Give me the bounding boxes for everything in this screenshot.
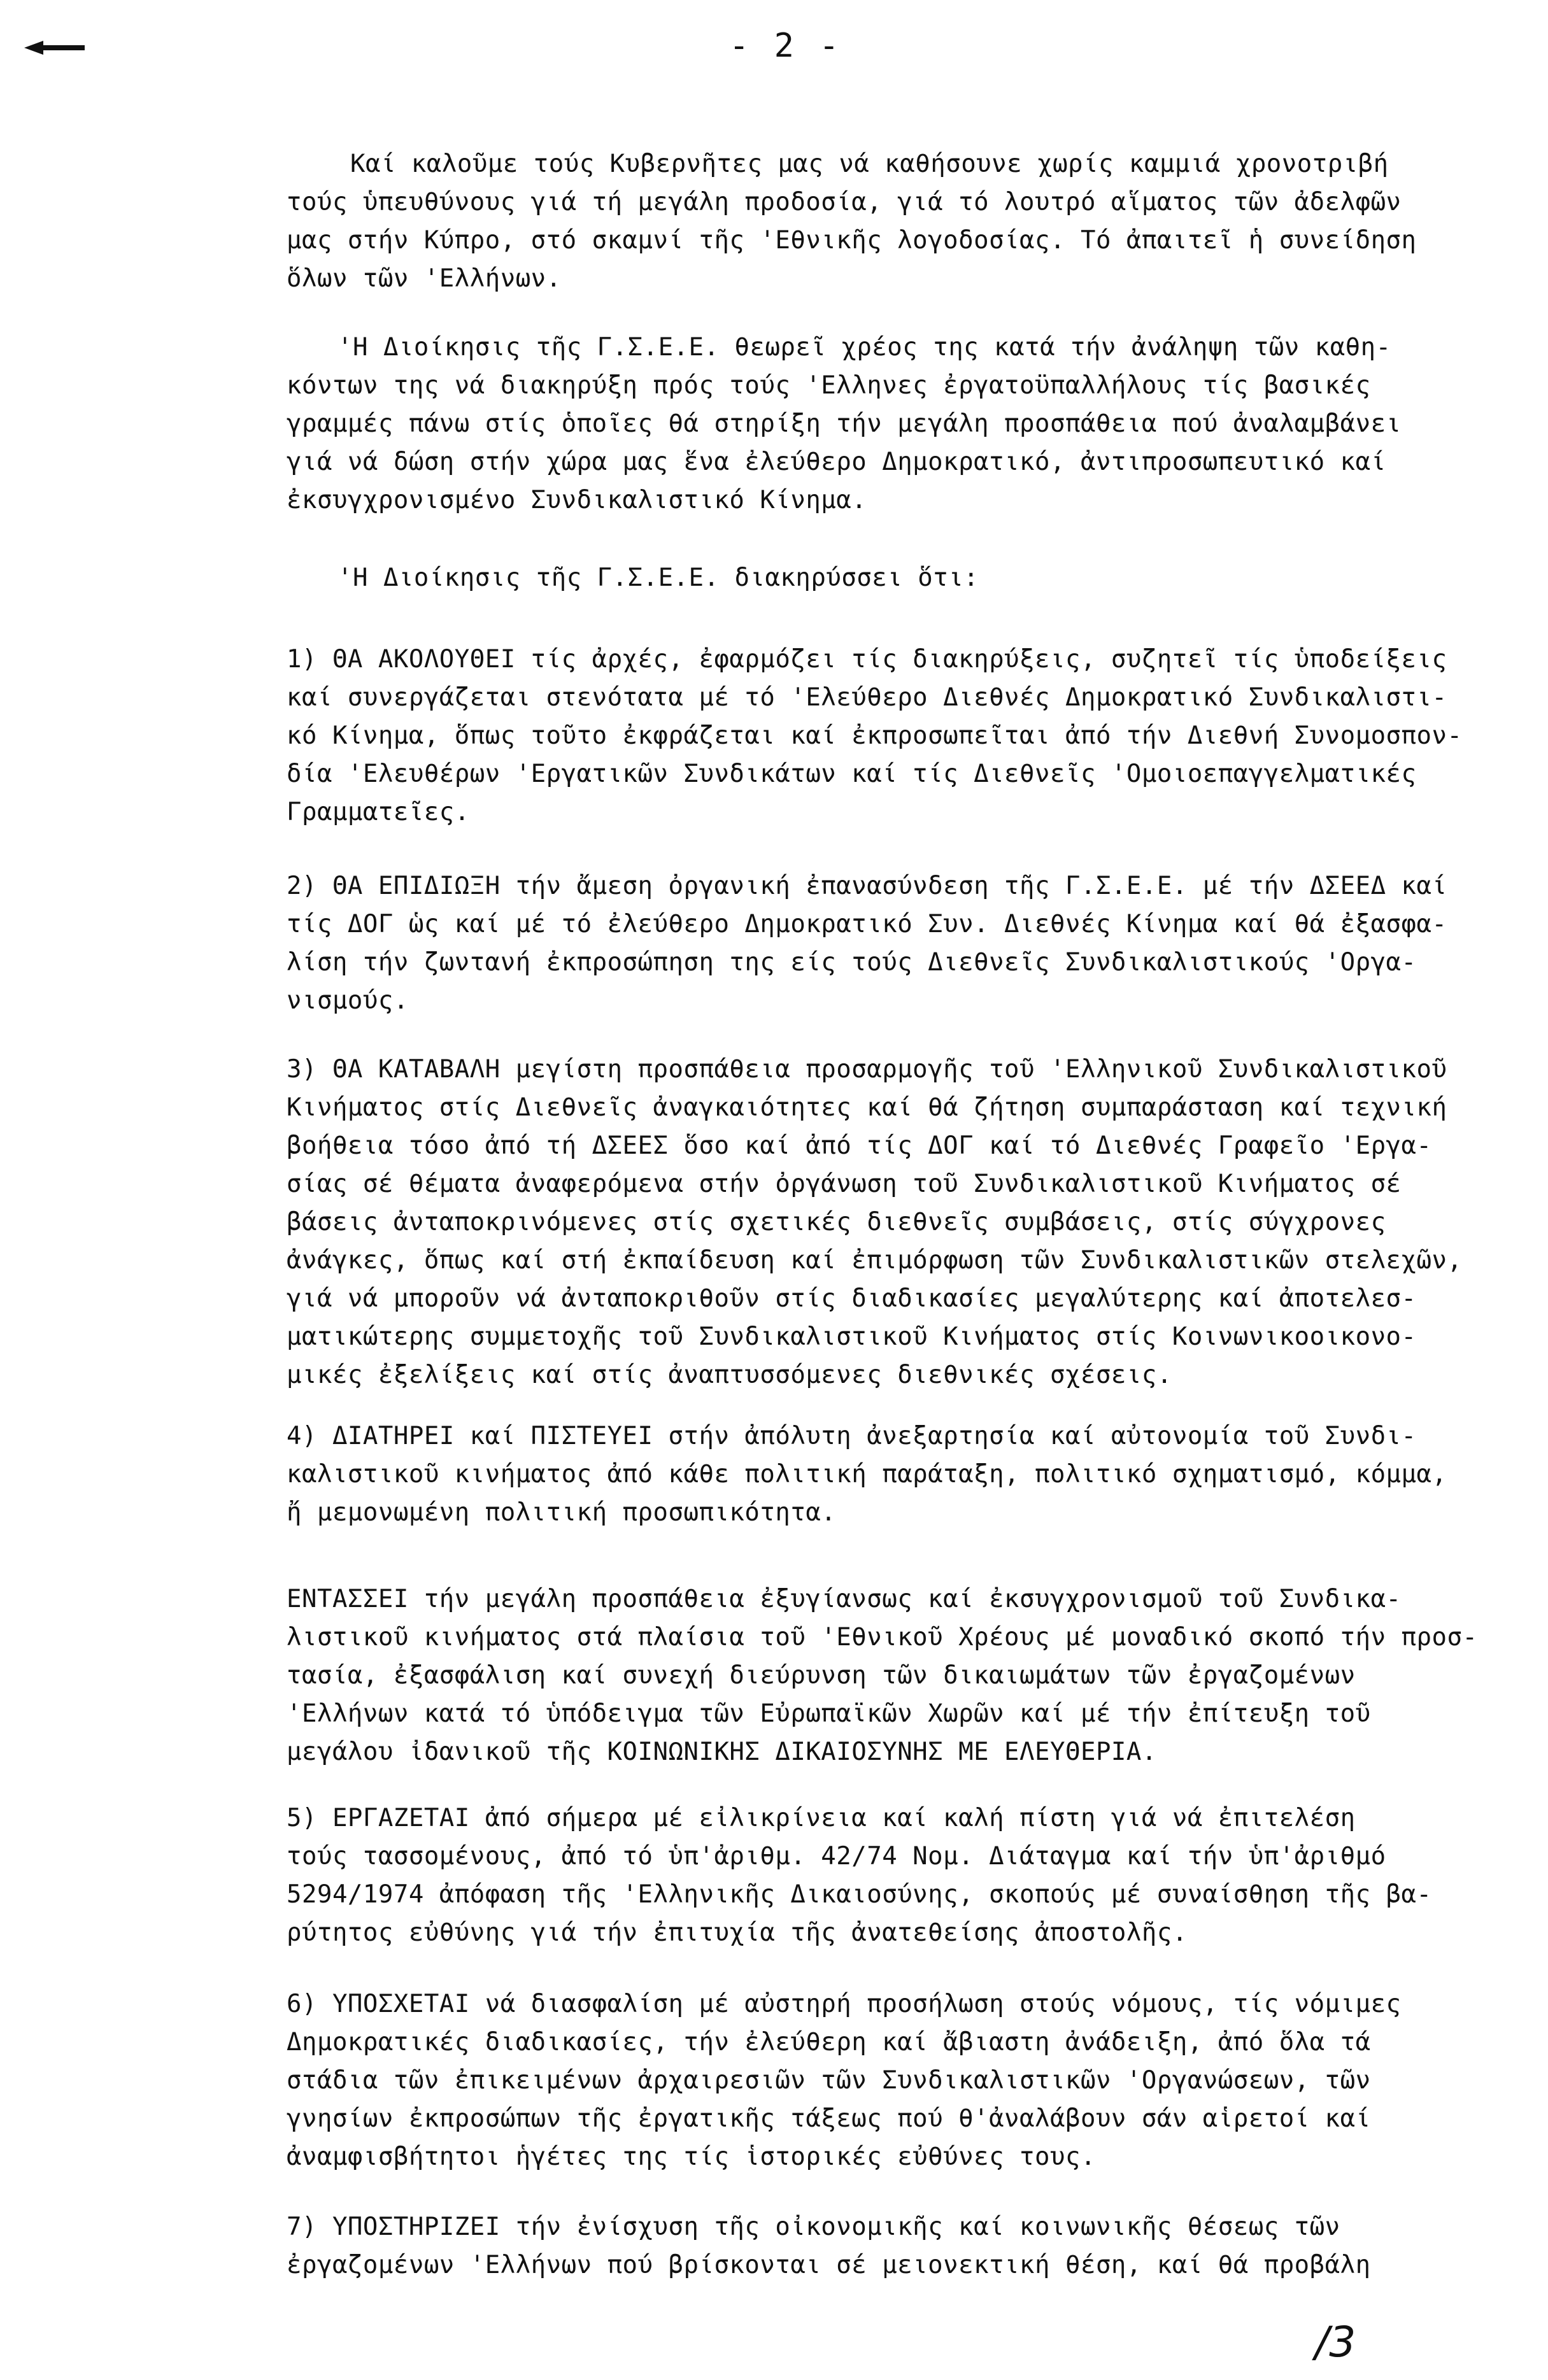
point-5 xyxy=(287,1799,1496,1952)
text-line: 4) ΔΙΑΤΗΡΕΙ καί ΠΙΣΤΕΥΕΙ στήν ἀπόλυτη ἀνεξαρτησία καί αὐτονομία τοῦ Συνδι- xyxy=(287,1422,1417,1450)
text-line: τούς ὑπευθύνους γιά τή μεγάλη προδοσία, γιά τό λουτρό αἵματος τῶν ἀδελφῶν xyxy=(287,188,1402,216)
point-6 xyxy=(287,1985,1496,2176)
point-2 xyxy=(287,867,1496,1020)
text-line: καί συνεργάζεται στενότατα μέ τό 'Ελεύθερο Διεθνές Δημοκρατικό Συνδικαλιστι- xyxy=(287,683,1447,712)
text-line: στάδια τῶν ἐπικειμένων ἀρχαιρεσιῶν τῶν Συνδικαλιστικῶν 'Οργανώσεων, τῶν xyxy=(287,2066,1371,2095)
text-line: ἀνάγκες, ὅπως καί στή ἐκπαίδευση καί ἐπιμόρφωση τῶν Συνδικαλιστικῶν στελεχῶν, xyxy=(287,1246,1463,1275)
point-4 xyxy=(287,1417,1496,1532)
text-line: 'Η Διοίκησις τῆς Γ.Σ.Ε.Ε. διακηρύσσει ὅτι: xyxy=(337,563,979,592)
text-line: Γραμματεῖες. xyxy=(287,798,470,826)
text-line: λίση τήν ζωντανή ἐκπροσώπηση της είς τούς Διεθνεῖς Συνδικαλιστικούς 'Οργα- xyxy=(287,948,1417,977)
text-line: 2) ΘΑ ΕΠΙΔΙΩΞΗ τήν ἄμεση ὀργανική ἐπανασύνδεση τῆς Γ.Σ.Ε.Ε. μέ τήν ΔΣΕΕΔ καί xyxy=(287,872,1447,900)
text-line: Κινήματος στίς Διεθνεῖς ἀναγκαιότητες καί θά ζήτηση συμπαράσταση καί τεχνική xyxy=(287,1093,1447,1122)
text-line: βάσεις ἀνταποκρινόμενες στίς σχετικές διεθνεῖς συμβάσεις, στίς σύγχρονες xyxy=(287,1208,1386,1236)
text-line: 'Ελλήνων κατά τό ὑπόδειγμα τῶν Εὐρωπαϊκῶν Χωρῶν καί μέ τήν ἐπίτευξη τοῦ xyxy=(287,1699,1371,1728)
text-line: ματικώτερης συμμετοχῆς τοῦ Συνδικαλιστικοῦ Κινήματος στίς Κοινωνικοοικονο- xyxy=(287,1322,1417,1351)
text-line: κόντων της νά διακηρύξη πρός τούς 'Ελληνες ἐργατοϋπαλλήλους τίς βασικές xyxy=(287,371,1371,400)
text-line: ΕΝΤΑΣΣΕΙ τήν μεγάλη προσπάθεια ἐξυγίανσως καί ἐκσυγχρονισμοῦ τοῦ Συνδικα- xyxy=(287,1585,1402,1613)
text-line: 6) ΥΠΟΣΧΕΤΑΙ νά διασφαλίση μέ αὐστηρή προσήλωση στούς νόμους, τίς νόμιμες xyxy=(287,1990,1402,2018)
text-line: μικές ἐξελίξεις καί στίς ἀναπτυσσόμενες διεθνικές σχέσεις. xyxy=(287,1361,1172,1389)
text-line: τίς ΔΟΓ ὡς καί μέ τό ἐλεύθερο Δημοκρατικό Συν. Διεθνές Κίνημα καί θά ἐξασφα- xyxy=(287,910,1447,939)
text-line: 5294/1974 ἀπόφαση τῆς 'Ελληνικῆς Δικαιοσύνης, σκοπούς μέ συναίσθηση τῆς βα- xyxy=(287,1880,1432,1909)
text-line: γιά νά δώση στήν χώρα μας ἕνα ἐλεύθερο Δημοκρατικό, ἀντιπροσωπευτικό καί xyxy=(287,448,1386,476)
text-line: μας στήν Κύπρο, στό σκαμνί τῆς 'Εθνικῆς λογοδοσίας. Τό ἀπαιτεῖ ἡ συνείδηση xyxy=(287,226,1417,255)
text-line: 7) ΥΠΟΣΤΗΡΙΖΕΙ τήν ἐνίσχυση τῆς οἰκονομικῆς καί κοινωνικῆς θέσεως τῶν xyxy=(287,2213,1340,2241)
text-line: κό Κίνημα, ὅπως τοῦτο ἐκφράζεται καί ἐκπροσωπεῖται ἀπό τήν Διεθνή Συνομοσπον- xyxy=(287,721,1463,750)
text-line: ἐργαζομένων 'Ελλήνων πού βρίσκονται σέ μειονεκτική θέση, καί θά προβάλη xyxy=(287,2251,1371,2279)
text-line: 3) ΘΑ ΚΑΤΑΒΑΛΗ μεγίστη προσπάθεια προσαρμογῆς τοῦ 'Ελληνικοῦ Συνδικαλιστικοῦ xyxy=(287,1055,1447,1084)
point-7 xyxy=(287,2208,1496,2284)
text-line: λιστικοῦ κινήματος στά πλαίσια τοῦ 'Εθνικοῦ Χρέους μέ μοναδικό σκοπό τήν προσ- xyxy=(287,1623,1478,1652)
page-number: - 2 - xyxy=(729,27,842,65)
paragraph-gsee-duty xyxy=(287,329,1496,520)
paragraph-entassei xyxy=(287,1580,1496,1771)
text-line: ἀναμφισβήτητοι ἡγέτες της τίς ἱστορικές εὐθύνες τους. xyxy=(287,2143,1096,2171)
text-line: 1) ΘΑ ΑΚΟΛΟΥΘΕΙ τίς ἀρχές, ἐφαρμόζει τίς διακηρύξεις, συζητεῖ τίς ὑποδείξεις xyxy=(287,645,1447,674)
text-line: τούς τασσομένους, ἀπό τό ὑπ'ἀριθμ. 42/74 Νομ. Διάταγμα καί τήν ὑπ'ἀριθμό xyxy=(287,1842,1386,1871)
text-line: μεγάλου ἰδανικοῦ τῆς ΚΟΙΝΩΝΙΚΗΣ ΔΙΚΑΙΟΣΥΝΗΣ ΜΕ ΕΛΕΥΘΕΡΙΑ. xyxy=(287,1738,1157,1766)
text-line: τασία, ἐξασφάλιση καί συνεχή διεύρυνση τῶν δικαιωμάτων τῶν ἐργαζομένων xyxy=(287,1661,1356,1690)
text-line: νισμούς. xyxy=(287,986,409,1015)
text-line: γιά νά μποροῦν νά ἀνταποκριθοῦν στίς διαδικασίες μεγαλύτερης καί ἀποτελεσ- xyxy=(287,1284,1417,1313)
paragraph-gsee-declares xyxy=(287,559,1496,597)
text-line: βοήθεια τόσο ἀπό τή ΔΣΕΕΣ ὅσο καί ἀπό τίς ΔΟΓ καί τό Διεθνές Γραφεῖο 'Εργα- xyxy=(287,1131,1432,1160)
text-line: καλιστικοῦ κινήματος ἀπό κάθε πολιτική παράταξη, πολιτικό σχηματισμό, κόμμα, xyxy=(287,1460,1447,1489)
text-line: ἤ μεμονωμένη πολιτική προσωπικότητα. xyxy=(287,1498,837,1527)
text-line: γνησίων ἐκπροσώπων τῆς ἐργατικῆς τάξεως πού θ'ἀναλάβουν σάν αἱρετοί καί xyxy=(287,2104,1371,2133)
text-line: Καί καλοῦμε τούς Κυβερνῆτες μας νά καθήσουνε χωρίς καμμιά χρονοτριβή xyxy=(350,150,1389,178)
point-1 xyxy=(287,641,1496,832)
point-3 xyxy=(287,1051,1496,1394)
text-line: Δημοκρατικές διαδικασίες, τήν ἐλεύθερη καί ἄβιαστη ἀνάδειξη, ἀπό ὅλα τά xyxy=(287,2028,1371,2057)
text-line: ὅλων τῶν 'Ελλήνων. xyxy=(287,264,562,293)
text-line: ἐκσυγχρονισμένο Συνδικαλιστικό Κίνημα. xyxy=(287,486,867,514)
text-line: γραμμές πάνω στίς ὁποῖες θά στηρίξη τήν μεγάλη προσπάθεια πού ἀναλαμβάνει xyxy=(287,409,1402,438)
paragraph-intro xyxy=(287,145,1496,298)
text-line: ρύτητος εὐθύνης γιά τήν ἐπιτυχία τῆς ἀνατεθείσης ἀποστολῆς. xyxy=(287,1918,1188,1947)
text-line: δία 'Ελευθέρων 'Εργατικῶν Συνδικάτων καί τίς Διεθνεῖς 'Ομοιοεπαγγελματικές xyxy=(287,760,1417,788)
text-line: 5) ΕΡΓΑΖΕΤΑΙ ἀπό σήμερα μέ εἰλικρίνεια καί καλή πίστη γιά νά ἐπιτελέση xyxy=(287,1804,1356,1832)
continuation-marker: /3 xyxy=(1315,2318,1356,2367)
text-line: σίας σέ θέματα ἀναφερόμενα στήν ὀργάνωση τοῦ Συνδικαλιστικοῦ Κινήματος σέ xyxy=(287,1170,1402,1198)
text-line: 'Η Διοίκησις τῆς Γ.Σ.Ε.Ε. θεωρεῖ χρέος της κατά τήν ἀνάληψη τῶν καθη- xyxy=(337,333,1391,362)
arrow-mark-icon xyxy=(24,38,85,57)
